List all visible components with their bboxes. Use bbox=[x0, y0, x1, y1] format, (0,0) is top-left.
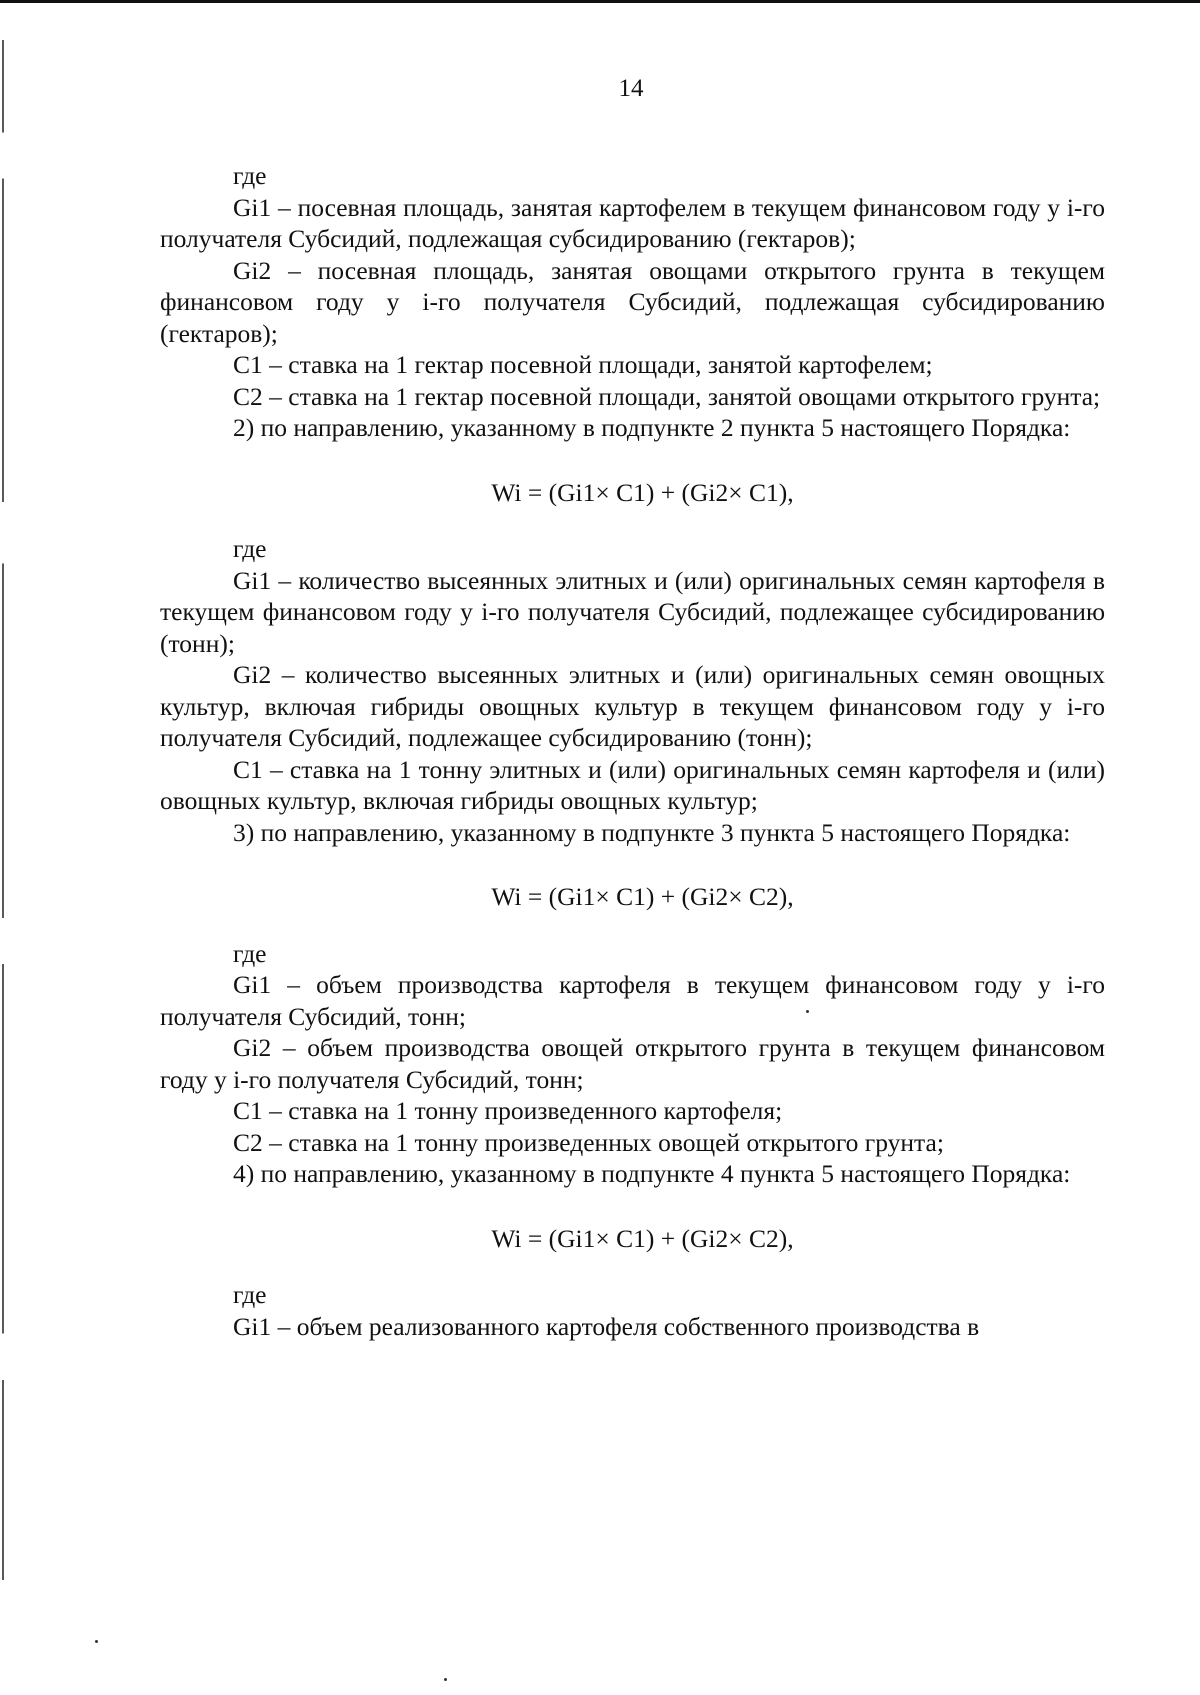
page-number: 14 bbox=[618, 75, 644, 102]
paragraph: где bbox=[233, 534, 267, 563]
paragraph: Gi1 – количество высеянных элитных и (или) оригинальных семян картофеля в текущем финансовом году у i-го получателя Субсидий, подлежащее субсидированию (тонн); bbox=[160, 565, 1105, 658]
paragraph: 3) по направлению, указанному в подпункте 3 пункта 5 настоящего Порядка: bbox=[233, 817, 1071, 847]
paragraph: Gi1 – объем реализованного картофеля собственного производства в bbox=[233, 1311, 980, 1341]
formula: Wi = (Gi1× C1) + (Gi2× C2), bbox=[491, 1223, 794, 1253]
paragraph: где bbox=[233, 161, 267, 190]
paragraph: где bbox=[233, 1280, 267, 1309]
scan-left-edge bbox=[2, 40, 4, 1580]
body-text bbox=[160, 160, 1105, 1342]
paragraph: C1 – ставка на 1 тонну произведенного картофеля; bbox=[233, 1096, 783, 1125]
scan-speck bbox=[95, 1640, 98, 1643]
paragraph: C2 – ставка на 1 гектар посевной площади, занятой овощами открытого грунта; bbox=[233, 381, 1101, 411]
paragraph: Gi1 – посевная площадь, занятая картофелем в текущем финансовом году у i-го получателя Субсидий, подлежащая субсидированию (гектаров); bbox=[160, 192, 1105, 253]
scan-speck bbox=[806, 1010, 809, 1013]
paragraph: 4) по направлению, указанному в подпункте 4 пункта 5 настоящего Порядка: bbox=[233, 1159, 1071, 1188]
paragraph: Gi1 – объем производства картофеля в текущем финансовом году у i-го получателя Субсидий, тонн; bbox=[160, 970, 1105, 1031]
paragraph: Gi2 – объем производства овощей открытого грунта в текущем финансовом году у i-го получателя Субсидий, тонн; bbox=[160, 1033, 1105, 1094]
scan-speck bbox=[444, 1678, 447, 1681]
paragraph: C1 – ставка на 1 тонну элитных и (или) оригинальных семян картофеля и (или) овощных культур, включая гибриды овощных культур; bbox=[160, 754, 1105, 815]
paragraph: где bbox=[233, 938, 267, 968]
scan-top-edge bbox=[0, 0, 1200, 3]
paragraph: 2) по направлению, указанному в подпункте 2 пункта 5 настоящего Порядка: bbox=[233, 413, 1071, 442]
paragraph: C2 – ставка на 1 тонну произведенных овощей открытого грунта; bbox=[233, 1127, 944, 1157]
formula: Wi = (Gi1× C1) + (Gi2× C2), bbox=[491, 882, 794, 911]
formula: Wi = (Gi1× C1) + (Gi2× C1), bbox=[491, 477, 794, 507]
paragraph: Gi2 – посевная площадь, занятая овощами открытого грунта в текущем финансовом году у i-го получателя Субсидий, подлежащая субсидированию (гектаров); bbox=[160, 255, 1105, 348]
paragraph: C1 – ставка на 1 гектар посевной площади, занятой картофелем; bbox=[233, 350, 933, 379]
paragraph: Gi2 – количество высеянных элитных и (или) оригинальных семян овощных культур, включая гибриды овощных культур в текущем финансовом году у i-го получателя Субсидий, подлежащее субсидированию (тонн); bbox=[160, 660, 1105, 752]
